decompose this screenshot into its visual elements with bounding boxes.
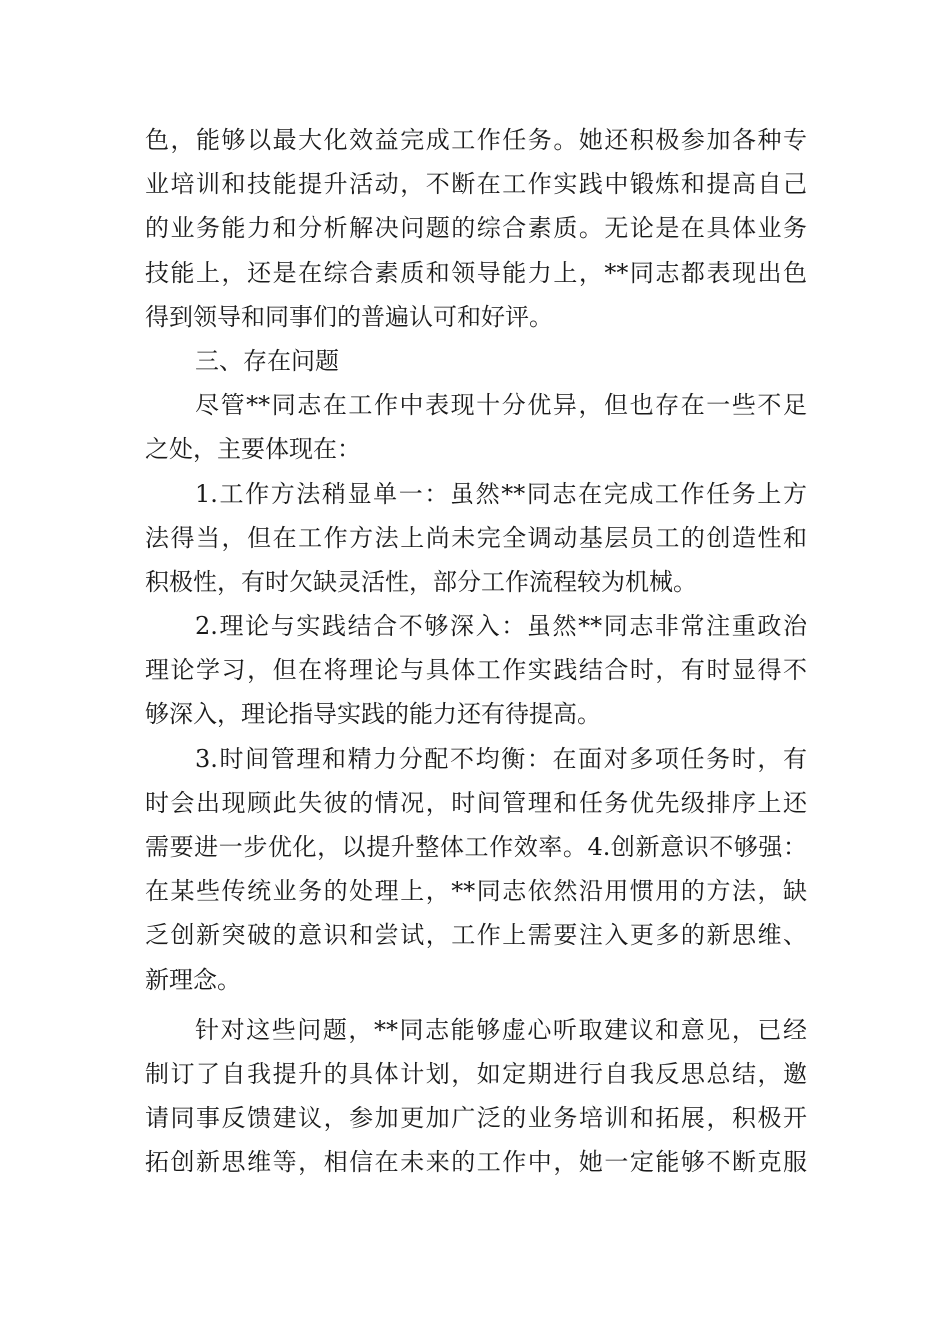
- list-item-first-line: 1.工作方法稍显单一：虽然**同志在完成工作任务上方: [195, 479, 807, 508]
- body-line: 乏创新突破的意识和尝试，工作上需要注入更多的新思维、: [145, 921, 807, 950]
- body-line: 的业务能力和分析解决问题的综合素质。无论是在具体业务: [145, 214, 807, 243]
- list-item-first-line: 2.理论与实践结合不够深入：虽然**同志非常注重政治: [195, 612, 807, 641]
- body-line: 理论学习，但在将理论与具体工作实践结合时，有时显得不: [145, 656, 807, 685]
- body-line: 新理念。: [145, 965, 241, 994]
- body-line: 积极性，有时欠缺灵活性，部分工作流程较为机械。: [145, 567, 697, 596]
- body-line: 在某些传统业务的处理上，**同志依然沿用惯用的方法，缺: [145, 877, 807, 906]
- body-line: 业培训和技能提升活动，不断在工作实践中锻炼和提高自己: [145, 170, 807, 199]
- document-body: [145, 118, 807, 1185]
- body-line: 拓创新思维等，相信在未来的工作中，她一定能够不断克服: [145, 1148, 807, 1177]
- body-line: 得到领导和同事们的普遍认可和好评。: [145, 302, 553, 331]
- body-line: 法得当，但在工作方法上尚未完全调动基层员工的创造性和: [145, 523, 807, 552]
- body-line: 需要进一步优化，以提升整体工作效率。4.创新意识不够强：: [145, 833, 807, 861]
- body-line: 之处，主要体现在：: [145, 435, 361, 464]
- body-line: 请同事反馈建议，参加更加广泛的业务培训和拓展，积极开: [145, 1104, 807, 1133]
- body-line: 制订了自我提升的具体计划，如定期进行自我反思总结，邀: [145, 1059, 807, 1088]
- paragraph-first-line: 针对这些问题，**同志能够虚心听取建议和意见，已经: [195, 1015, 807, 1044]
- section-heading: 三、存在问题: [195, 346, 339, 375]
- body-line: 技能上，还是在综合素质和领导能力上，**同志都表现出色: [145, 258, 807, 287]
- paragraph-first-line: 尽管**同志在工作中表现十分优异，但也存在一些不足: [195, 391, 807, 420]
- body-line: 时会出现顾此失彼的情况，时间管理和任务优先级排序上还: [145, 788, 807, 817]
- list-item-first-line: 3.时间管理和精力分配不均衡：在面对多项任务时，有: [195, 744, 807, 773]
- body-line: 色，能够以最大化效益完成工作任务。她还积极参加各种专: [145, 126, 807, 154]
- body-line: 够深入，理论指导实践的能力还有待提高。: [145, 700, 601, 729]
